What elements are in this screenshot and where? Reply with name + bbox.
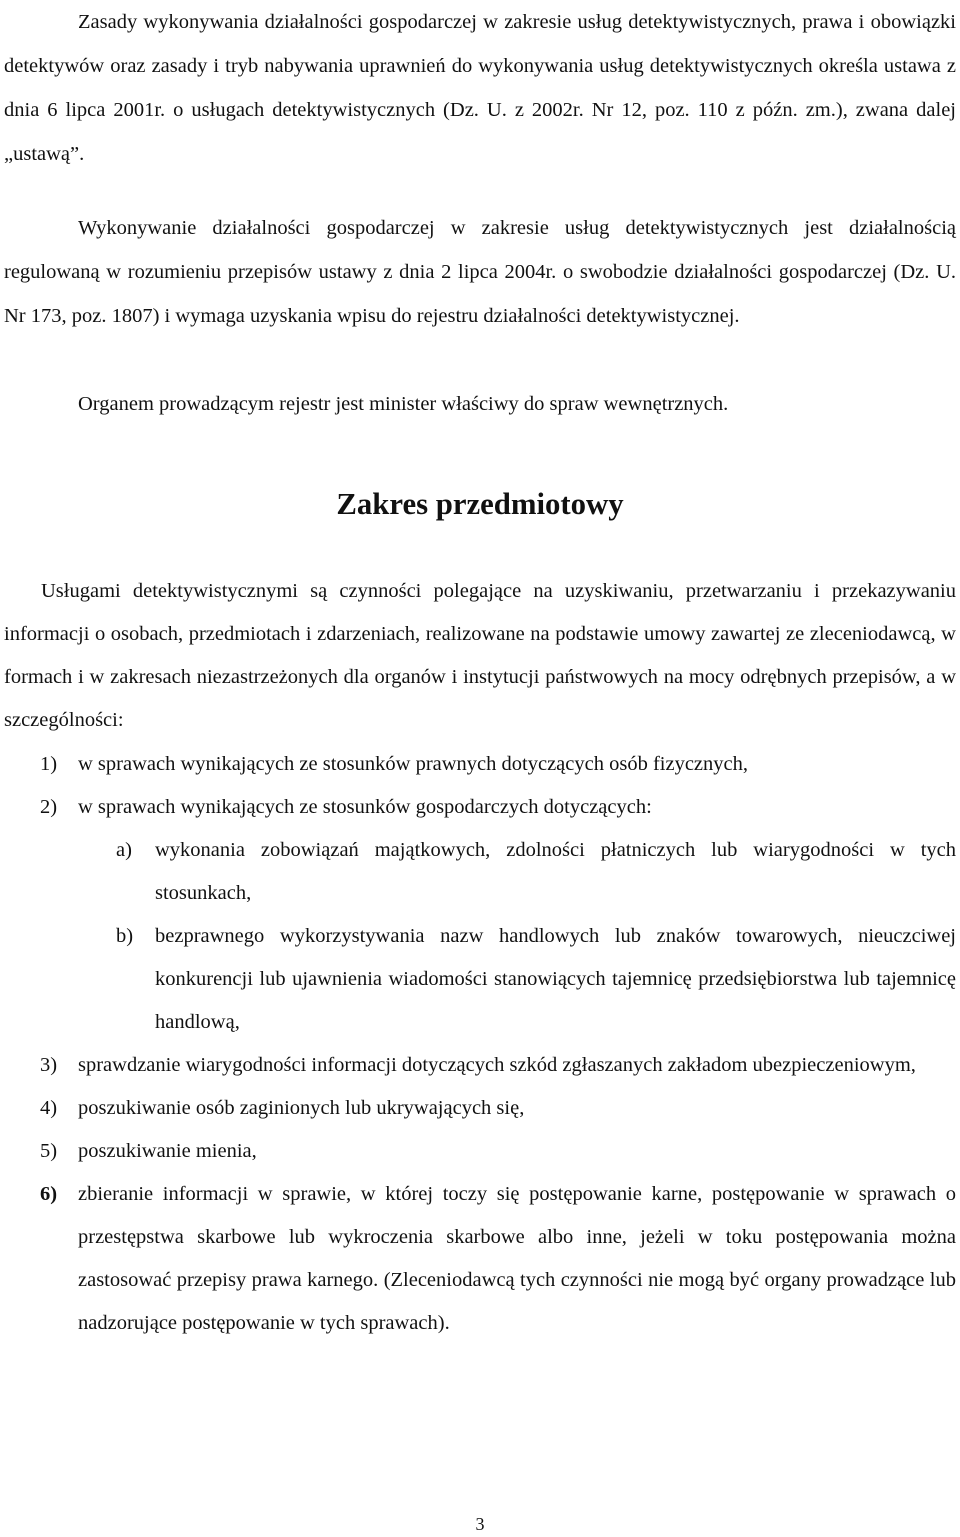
- list-item: [4, 1044, 956, 1087]
- sublist-item-text: bezprawnego wykorzystywania nazw handlowych lub znaków towarowych, nieuczciwej konkurencji lub ujawnienia wiadomości stanowiących tajemnicę przedsiębiorstwa lub tajemnicę handlową,: [155, 925, 956, 1033]
- sublist-item: [78, 829, 956, 915]
- list-item-number: 1): [40, 753, 58, 775]
- sublist-item-letter: a): [116, 839, 132, 861]
- list-item-text: poszukiwanie osób zaginionych lub ukrywających się,: [78, 1097, 525, 1119]
- register-organ-sentence: Organem prowadzącym rejestr jest minister właściwy do spraw wewnętrznych.: [78, 393, 729, 415]
- list-item-text: poszukiwanie mienia,: [78, 1140, 257, 1162]
- list-item: [4, 743, 956, 786]
- list-item-number: 2): [40, 796, 58, 818]
- intro-paragraph: [4, 0, 956, 176]
- regulated-activity-text: Wykonywanie działalności gospodarczej w zakresie usług detektywistycznych jest działalnością regulowaną w rozumieniu przepisów ustawy z dnia 2 lipca 2004r. o swobodzie działalności gospodarczej (Dz. U. Nr 173, poz. 1807) i wymaga uzyskania wpisu do rejestru działalności detektywistycznej.: [4, 217, 956, 327]
- list-item-text: w sprawach wynikających ze stosunków prawnych dotyczących osób fizycznych,: [78, 753, 748, 775]
- regulated-activity-paragraph: [4, 206, 956, 338]
- list-item-text: zbieranie informacji w sprawie, w której toczy się postępowanie karne, postępowanie w sprawach o przestępstwa skarbowe lub wykroczenia skarbowe albo inne, jeżeli w toku postępowania można zastosować przepisy prawa karnego. (Zleceniodawcą tych czynności nie mogą być organy prowadzące lub nadzorujące postępowanie w tych sprawach).: [78, 1183, 956, 1334]
- list-item: [4, 1130, 956, 1173]
- list-item-number: 3): [40, 1054, 58, 1076]
- list-item: [4, 786, 956, 1044]
- sublist-item-text: wykonania zobowiązań majątkowych, zdolności płatniczych lub wiarygodności w tych stosunkach,: [155, 839, 956, 904]
- list-item: [4, 1173, 956, 1345]
- list-item-number: 5): [40, 1140, 58, 1162]
- sublist-item: [78, 915, 956, 1044]
- list-item-number: 4): [40, 1097, 58, 1119]
- section-lead-paragraph: [4, 570, 956, 742]
- services-list: [4, 743, 956, 1345]
- list-item: [4, 1087, 956, 1130]
- intro-text: Zasady wykonywania działalności gospodarczej w zakresie usług detektywistycznych, prawa i obowiązki detektywów oraz zasady i tryb nabywania uprawnień do wykonywania usług detektywistycznych określa ustawa z dnia 6 lipca 2001r. o usługach detektywistycznych (Dz. U. z 2002r. Nr 12, poz. 110 z późn. zm.), zwana dalej „ustawą”.: [4, 11, 956, 165]
- page-number: 3: [475, 1514, 485, 1534]
- sublist-item-letter: b): [116, 925, 134, 947]
- list-item-text: sprawdzanie wiarygodności informacji dotyczących szkód zgłaszanych zakładom ubezpieczeniowym,: [78, 1054, 916, 1076]
- list-item-number: 6): [40, 1183, 58, 1205]
- list-item-text: w sprawach wynikających ze stosunków gospodarczych dotyczących:: [78, 796, 652, 818]
- section-heading: Zakres przedmiotowy: [336, 487, 624, 521]
- section-lead-text: Usługami detektywistycznymi są czynności polegające na uzyskiwaniu, przetwarzaniu i przekazywaniu informacji o osobach, przedmiotach i zdarzeniach, realizowane na podstawie umowy zawartej ze zleceniodawcą, w formach i w zakresach niezastrzeżonych dla organów i instytucji państwowych na mocy odrębnych przepisów, a w szczególności:: [4, 580, 956, 731]
- commercial-sublist: [78, 829, 956, 1044]
